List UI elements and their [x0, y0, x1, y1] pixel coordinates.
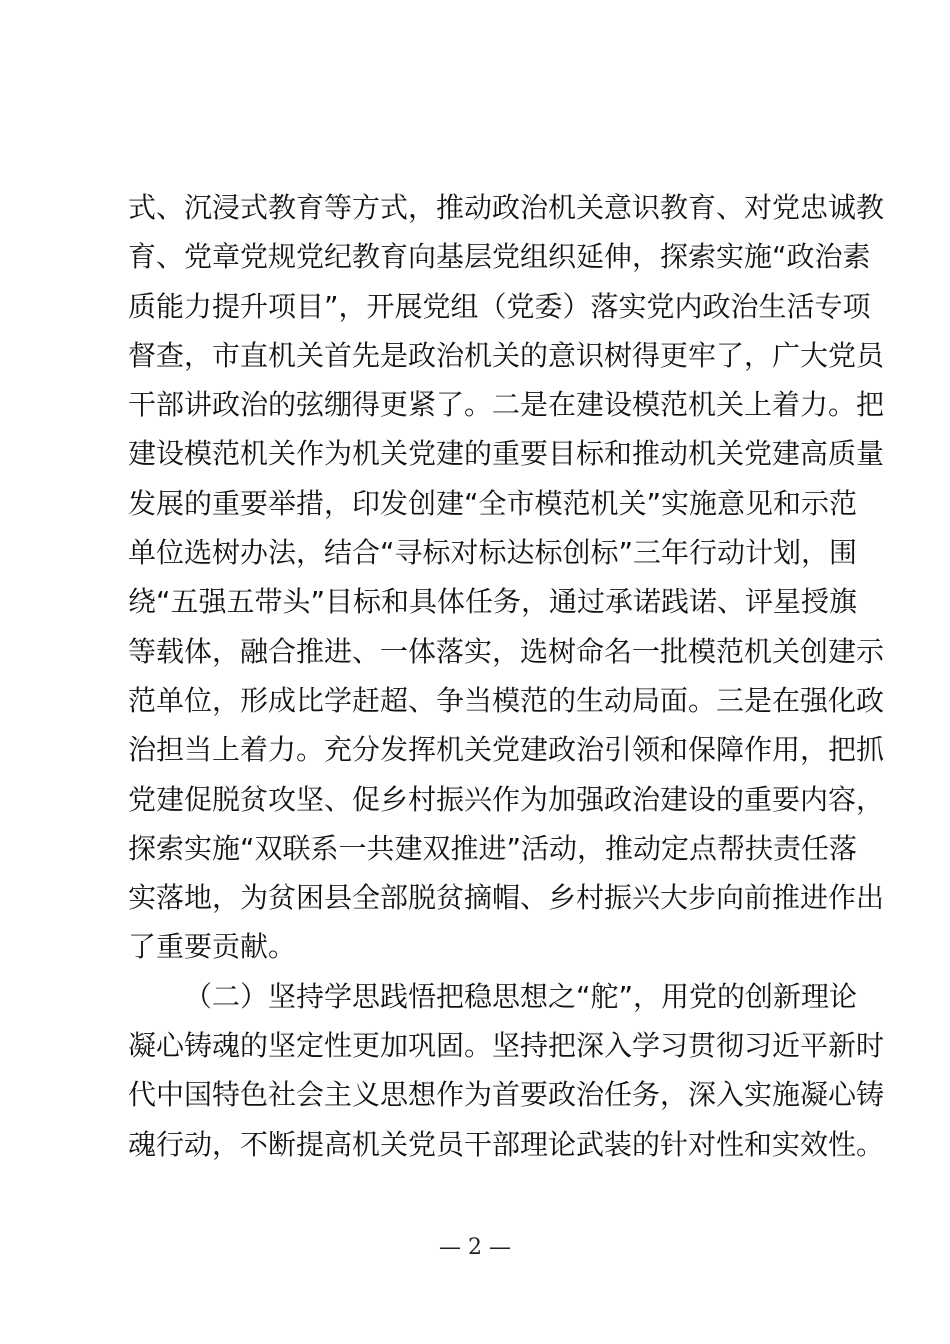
page-number: — 2 —	[439, 1235, 511, 1260]
text-line: 代中国特色社会主义思想作为首要政治任务，深入实施凝心铸	[128, 1078, 885, 1112]
text-line: 实落地，为贫困县全部脱贫摘帽、乡村振兴大步向前推进作出	[128, 881, 885, 915]
body-text	[128, 183, 885, 1169]
text-line: 探索实施“双联系一共建双推进”活动，推动定点帮扶责任落	[128, 831, 858, 865]
text-line: 发展的重要举措，印发创建“全市模范机关”实施意见和示范	[128, 486, 858, 520]
text-line: 党建促脱贫攻坚、促乡村振兴作为加强政治建设的重要内容，	[128, 782, 885, 816]
text-line: 治担当上着力。充分发挥机关党建政治引领和保障作用，把抓	[128, 733, 885, 767]
text-line: 干部讲政治的弦绷得更紧了。二是在建设模范机关上着力。把	[128, 388, 885, 422]
text-line: 凝心铸魂的坚定性更加巩固。坚持把深入学习贯彻习近平新时	[128, 1029, 885, 1063]
section-heading-line: （二）坚持学思践悟把稳思想之“舵”，用党的创新理论	[184, 979, 858, 1013]
text-line: 绕“五强五带头”目标和具体任务，通过承诺践诺、评星授旗	[128, 585, 858, 619]
text-line: 等载体，融合推进、一体落实，选树命名一批模范机关创建示	[128, 634, 885, 668]
text-line: 建设模范机关作为机关党建的重要目标和推动机关党建高质量	[128, 437, 885, 471]
text-line: 魂行动，不断提高机关党员干部理论武装的针对性和实效性。	[128, 1127, 885, 1161]
text-line: 督查，市直机关首先是政治机关的意识树得更牢了，广大党员	[128, 338, 885, 372]
text-line: 单位选树办法，结合“寻标对标达标创标”三年行动计划，围	[128, 536, 858, 570]
text-line: 育、党章党规党纪教育向基层党组织延伸，探索实施“政治素	[128, 240, 871, 274]
text-line: 式、沉浸式教育等方式，推动政治机关意识教育、对党忠诚教	[128, 191, 885, 224]
text-line: 质能力提升项目”，开展党组（党委）落实党内政治生活专项	[128, 289, 871, 323]
paragraph-end-line: 了重要贡献。	[128, 930, 297, 964]
text-line: 范单位，形成比学赶超、争当模范的生动局面。三是在强化政	[128, 683, 885, 717]
